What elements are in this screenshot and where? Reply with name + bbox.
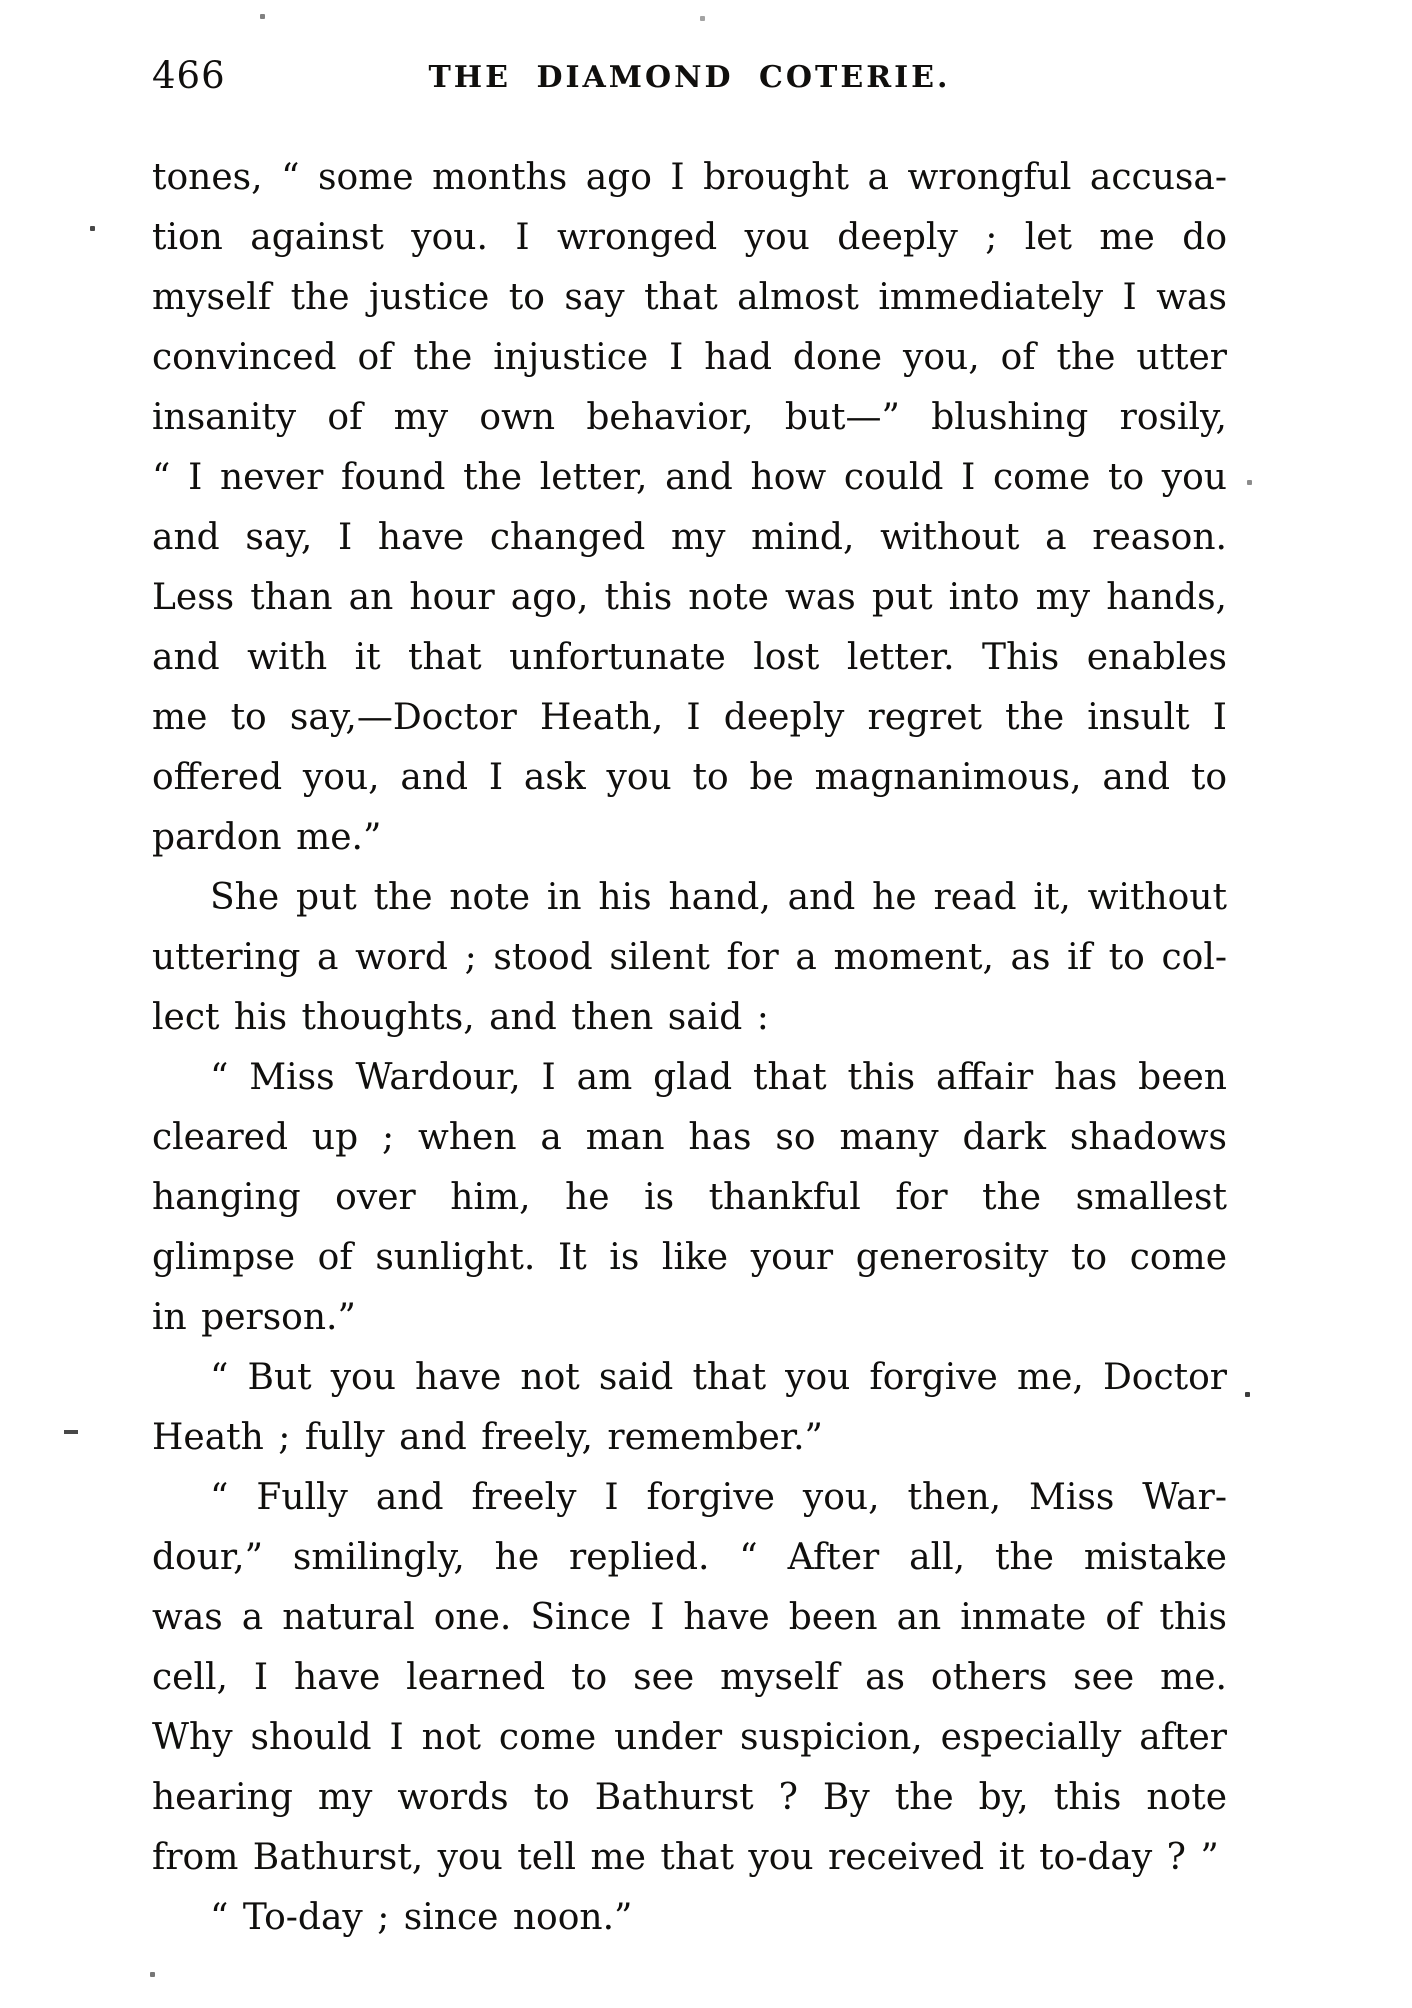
text-line: tion against you. I wronged you deeply ; let me do — [152, 217, 1227, 258]
text-line: She put the note in his hand, and he read it, without — [210, 877, 1227, 918]
scan-speck — [90, 226, 95, 231]
text-line: insanity of my own behavior, but—” blushing rosily, — [152, 397, 1227, 438]
text-line: Heath ; fully and freely, remember.” — [152, 1417, 823, 1458]
text-line: myself the justice to say that almost immediately I was — [152, 277, 1227, 318]
text-line: lect his thoughts, and then said : — [152, 997, 769, 1038]
text-line: hearing my words to Bathurst ? By the by, this note — [152, 1777, 1227, 1818]
text-line: “ But you have not said that you forgive me, Doctor — [210, 1357, 1227, 1398]
text-line: “ To-day ; since noon.” — [210, 1897, 633, 1938]
text-line: offered you, and I ask you to be magnanimous, and to — [152, 757, 1227, 798]
text-line: glimpse of sunlight. It is like your generosity to come — [152, 1237, 1227, 1278]
text-line: dour,” smilingly, he replied. “ After all, the mistake — [152, 1537, 1227, 1578]
text-line: hanging over him, he is thankful for the smallest — [152, 1177, 1227, 1218]
text-line: me to say,—Doctor Heath, I deeply regret the insult I — [152, 697, 1227, 738]
text-line: pardon me.” — [152, 817, 382, 858]
text-line: tones, “ some months ago I brought a wrongful accusa- — [152, 157, 1227, 198]
text-line: Less than an hour ago, this note was put into my hands, — [152, 577, 1227, 618]
text-line: “ I never found the letter, and how could I come to you — [152, 457, 1227, 498]
page-number: 466 — [152, 54, 226, 97]
scan-speck — [260, 14, 265, 19]
text-line: and with it that unfortunate lost letter. This enables — [152, 637, 1227, 678]
scan-speck — [64, 1430, 78, 1434]
text-line: in person.” — [152, 1297, 356, 1338]
text-line: cleared up ; when a man has so many dark shadows — [152, 1117, 1227, 1158]
text-line: uttering a word ; stood silent for a moment, as if to col- — [152, 937, 1227, 978]
text-line: “ Fully and freely I forgive you, then, Miss War- — [210, 1477, 1227, 1518]
scan-speck — [150, 1972, 155, 1977]
scan-speck — [1245, 1392, 1250, 1397]
text-line: from Bathurst, you tell me that you received it to-day ? ” — [152, 1837, 1219, 1878]
text-line: was a natural one. Since I have been an inmate of this — [152, 1597, 1227, 1638]
text-line: cell, I have learned to see myself as others see me. — [152, 1657, 1227, 1698]
scan-speck — [1247, 480, 1252, 485]
text-line: “ Miss Wardour, I am glad that this affair has been — [210, 1057, 1227, 1098]
page-text — [152, 148, 1227, 1948]
text-line: convinced of the injustice I had done you, of the utter — [152, 337, 1227, 378]
text-line: and say, I have changed my mind, without a reason. — [152, 517, 1227, 558]
text-line: Why should I not come under suspicion, especially after — [152, 1717, 1227, 1758]
running-title: THE DIAMOND COTERIE. — [428, 60, 951, 95]
scan-speck — [700, 16, 705, 21]
